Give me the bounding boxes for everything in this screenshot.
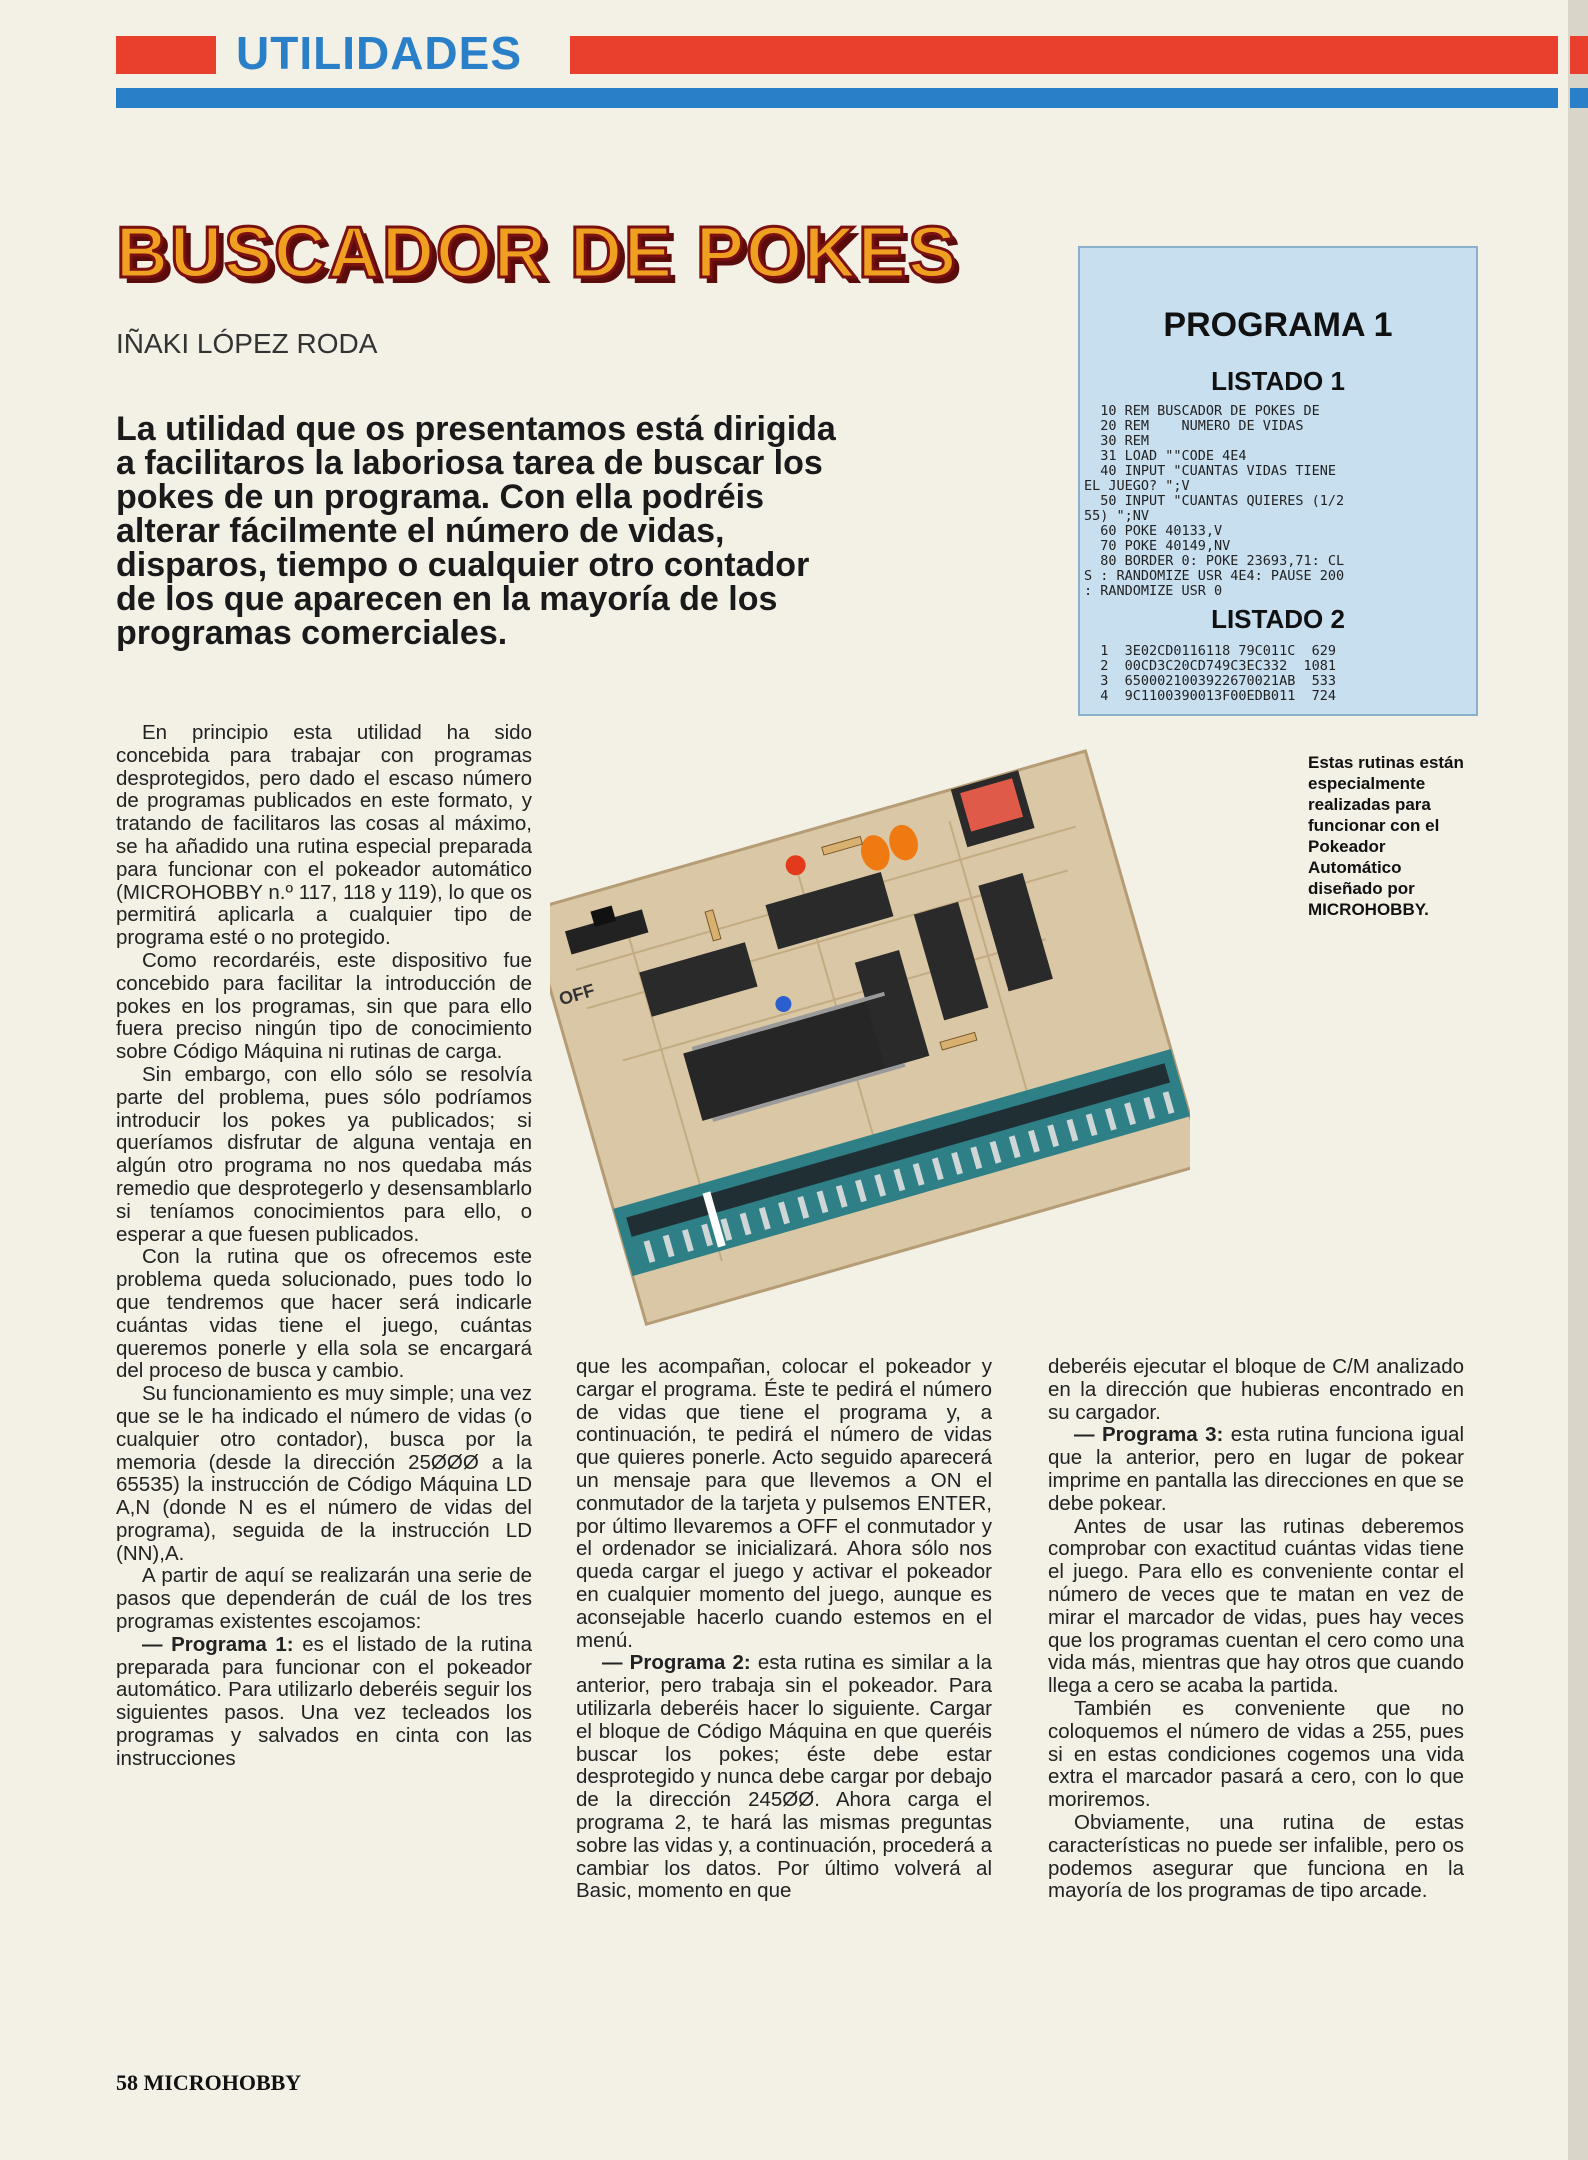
listado-1-code: 10 REM BUSCADOR DE POKES DE 20 REM NUMERO DE VIDAS 30 REM 31 LOAD ""CODE 4E4 40 INPUT "CUANTAS VIDAS TIENE EL JUEGO? ";V 50 INPUT "CUANTAS QUIERES (1/2 55) ";NV 60 POKE 40133,V 70 POKE 40149,NV 80 BORDER 0: POKE 23693,71: CL S : RANDOMIZE USR 4E4: PAUSE 200 : RANDOMIZE USR 0 bbox=[1084, 403, 1345, 599]
header-red-bar-right bbox=[570, 36, 1558, 74]
paragraph bbox=[576, 1652, 992, 1903]
program-1-label: — Programa 1: bbox=[142, 1632, 294, 1656]
paragraph: Como recordaréis, este dispositivo fue concebido para facilitar la introducción de pokes en los programas, sin que para ello fuera preciso ningún tipo de conocimiento sobre Código Máquina ni rutinas de carga. bbox=[116, 948, 532, 1064]
paragraph: Obviamente, una rutina de estas características no puede ser infalible, pero os podemos asegurar que funciona en la mayoría de los programas de tipo arcade. bbox=[1048, 1810, 1464, 1903]
program-3-label: — Programa 3: bbox=[1074, 1423, 1224, 1447]
article-title: BUSCADOR DE POKES bbox=[116, 213, 959, 293]
photo-caption: Estas rutinas están especialmente realizadas para funcionar con el Pokeador Automático diseñado por MICROHOBBY. bbox=[1308, 753, 1464, 919]
body-column-3 bbox=[1048, 1356, 1464, 1903]
program-1-text: es el listado de la rutina preparada para funcionar con el pokeador automático. Para utilizarlo deberéis seguir los siguientes pasos. Una vez tecleados los programas y salvados en cinta con las instrucciones bbox=[116, 1632, 533, 1770]
paragraph: deberéis ejecutar el bloque de C/M analizado en la dirección que hubieras encontrado en su cargador. bbox=[1048, 1355, 1464, 1424]
article-author: IÑAKI LÓPEZ RODA bbox=[116, 328, 378, 359]
body-column-2 bbox=[576, 1356, 992, 1903]
edge-red-tab bbox=[1570, 36, 1588, 74]
paragraph: Sin embargo, con ello sólo se resolvía parte del problema, pues sólo podríamos introducir los pokes ya publicados; si queríamos disfrutar de alguna ventaja en algún otro programa no nos quedaba más remedio que desprotegerlo y desensamblarlo si teníamos conocimientos para ello, o esperar a que fuesen publicados. bbox=[116, 1062, 532, 1246]
page-edge bbox=[1568, 0, 1588, 2160]
header-red-bar-left bbox=[116, 36, 216, 74]
page-footer: 58 MICROHOBBY bbox=[116, 2070, 302, 2095]
listado-2-code: 1 3E02CD0116118 79C011C 629 2 00CD3C20CD749C3EC332 1081 3 6500021003922670021AB 533 4 9C1100390013F00EDB011 724 bbox=[1100, 643, 1336, 704]
paragraph: que les acompañan, colocar el pokeador y cargar el programa. Éste te pedirá el número de vidas que tiene el programa y, a continuación, te pedirá el número de vidas que quieres ponerle. Acto seguido aparecerá un mensaje para que llevemos a ON el conmutador de la tarjeta y pulsemos ENTER, por último llevaremos a OFF el conmutador y el ordenador se inicializará. Ahora sólo nos queda cargar el juego y activar el pokeador en cualquier momento del juego, aunque es aconsejable hacerlo cuando estemos en el menú. bbox=[576, 1355, 992, 1652]
article-lead: La utilidad que os presentamos está dirigida a facilitaros la laboriosa tarea de buscar los pokes de un programa. Con ella podréis alterar fácilmente el número de vidas, disparos, tiempo o cualquier otro contador de los que aparecen en la mayoría de los programas comerciales. bbox=[116, 410, 836, 652]
off-label: OFF bbox=[556, 980, 597, 1010]
program-2-text: esta rutina es similar a la anterior, pero trabaja sin el pokeador. Para utilizarla deberéis hacer lo siguiente. Cargar el bloque de Código Máquina en que queréis buscar los pokes; éste debe estar desprotegido y nunca debe cargar por debajo de la dirección 245ØØ. Ahora carga el programa 2, te hará las mismas preguntas sobre las vidas y, a continuación, procederá a cambiar los datos. Por último volverá al Basic, momento en que bbox=[576, 1651, 992, 1903]
program-3-text: esta rutina funciona igual que la anterior, pero en lugar de pokear imprime en pantalla las direcciones en que se debe pokear. bbox=[1048, 1423, 1464, 1515]
listado-2-label: LISTADO 2 bbox=[1211, 604, 1345, 634]
program-2-label: — Programa 2: bbox=[602, 1651, 751, 1675]
section-label: UTILIDADES bbox=[236, 27, 522, 79]
listado-1-label: LISTADO 1 bbox=[1211, 366, 1345, 396]
edge-blue-tab bbox=[1570, 88, 1588, 108]
paragraph: A partir de aquí se realizarán una serie de pasos que dependerán de cuál de los tres programas existentes escojamos: bbox=[116, 1564, 532, 1634]
paragraph bbox=[1048, 1424, 1464, 1515]
listing-box-title: PROGRAMA 1 bbox=[1163, 306, 1393, 344]
header-blue-bar bbox=[116, 88, 1558, 108]
paragraph bbox=[116, 1634, 532, 1771]
body-column-1 bbox=[116, 722, 532, 1771]
circuit-board-photo bbox=[550, 732, 1190, 1352]
paragraph: Con la rutina que os ofrecemos este problema queda solucionado, pues todo lo que tendremos que hacer será indicarle cuántas vidas tiene el juego, cuántas queremos ponerle y ella sola se encargará del proceso de busca y cambio. bbox=[116, 1245, 532, 1383]
paragraph: En principio esta utilidad ha sido concebida para trabajar con programas desprotegidos, pero dado el escaso número de programas publicados en este formato, y tratando de facilitaros las cosas al máximo, se ha añadido una rutina especial preparada para funcionar con el pokeador automático (MICROHOBBY n.º 117, 118 y 119), lo que os permitirá aplicarla a cualquier tipo de programa esté o no protegido. bbox=[116, 721, 532, 950]
paragraph: Antes de usar las rutinas deberemos comprobar con exactitud cuántas vidas tiene el juego. Para ello es conveniente contar el número de veces que te matan en vez de mirar el marcador de vidas, pues hay veces que los programas cuentan el cero como una vida más, mientras que hay otros que cuando llega a cero se acaba la partida. bbox=[1048, 1514, 1464, 1698]
paragraph: También es conveniente que no coloquemos el número de vidas a 255, pues si en estas condiciones cogemos una vida extra el marcador pasará a cero, con lo que moriremos. bbox=[1048, 1696, 1464, 1812]
paragraph: Su funcionamiento es muy simple; una vez que se le ha indicado el número de vidas (o cualquier otro contador), busca por la memoria (desde la dirección 25ØØØ a la 65535) la instrucción de Código Máquina LD A,N (donde N es el número de vidas del programa), seguida de la instrucción LD (NN),A. bbox=[116, 1382, 532, 1565]
